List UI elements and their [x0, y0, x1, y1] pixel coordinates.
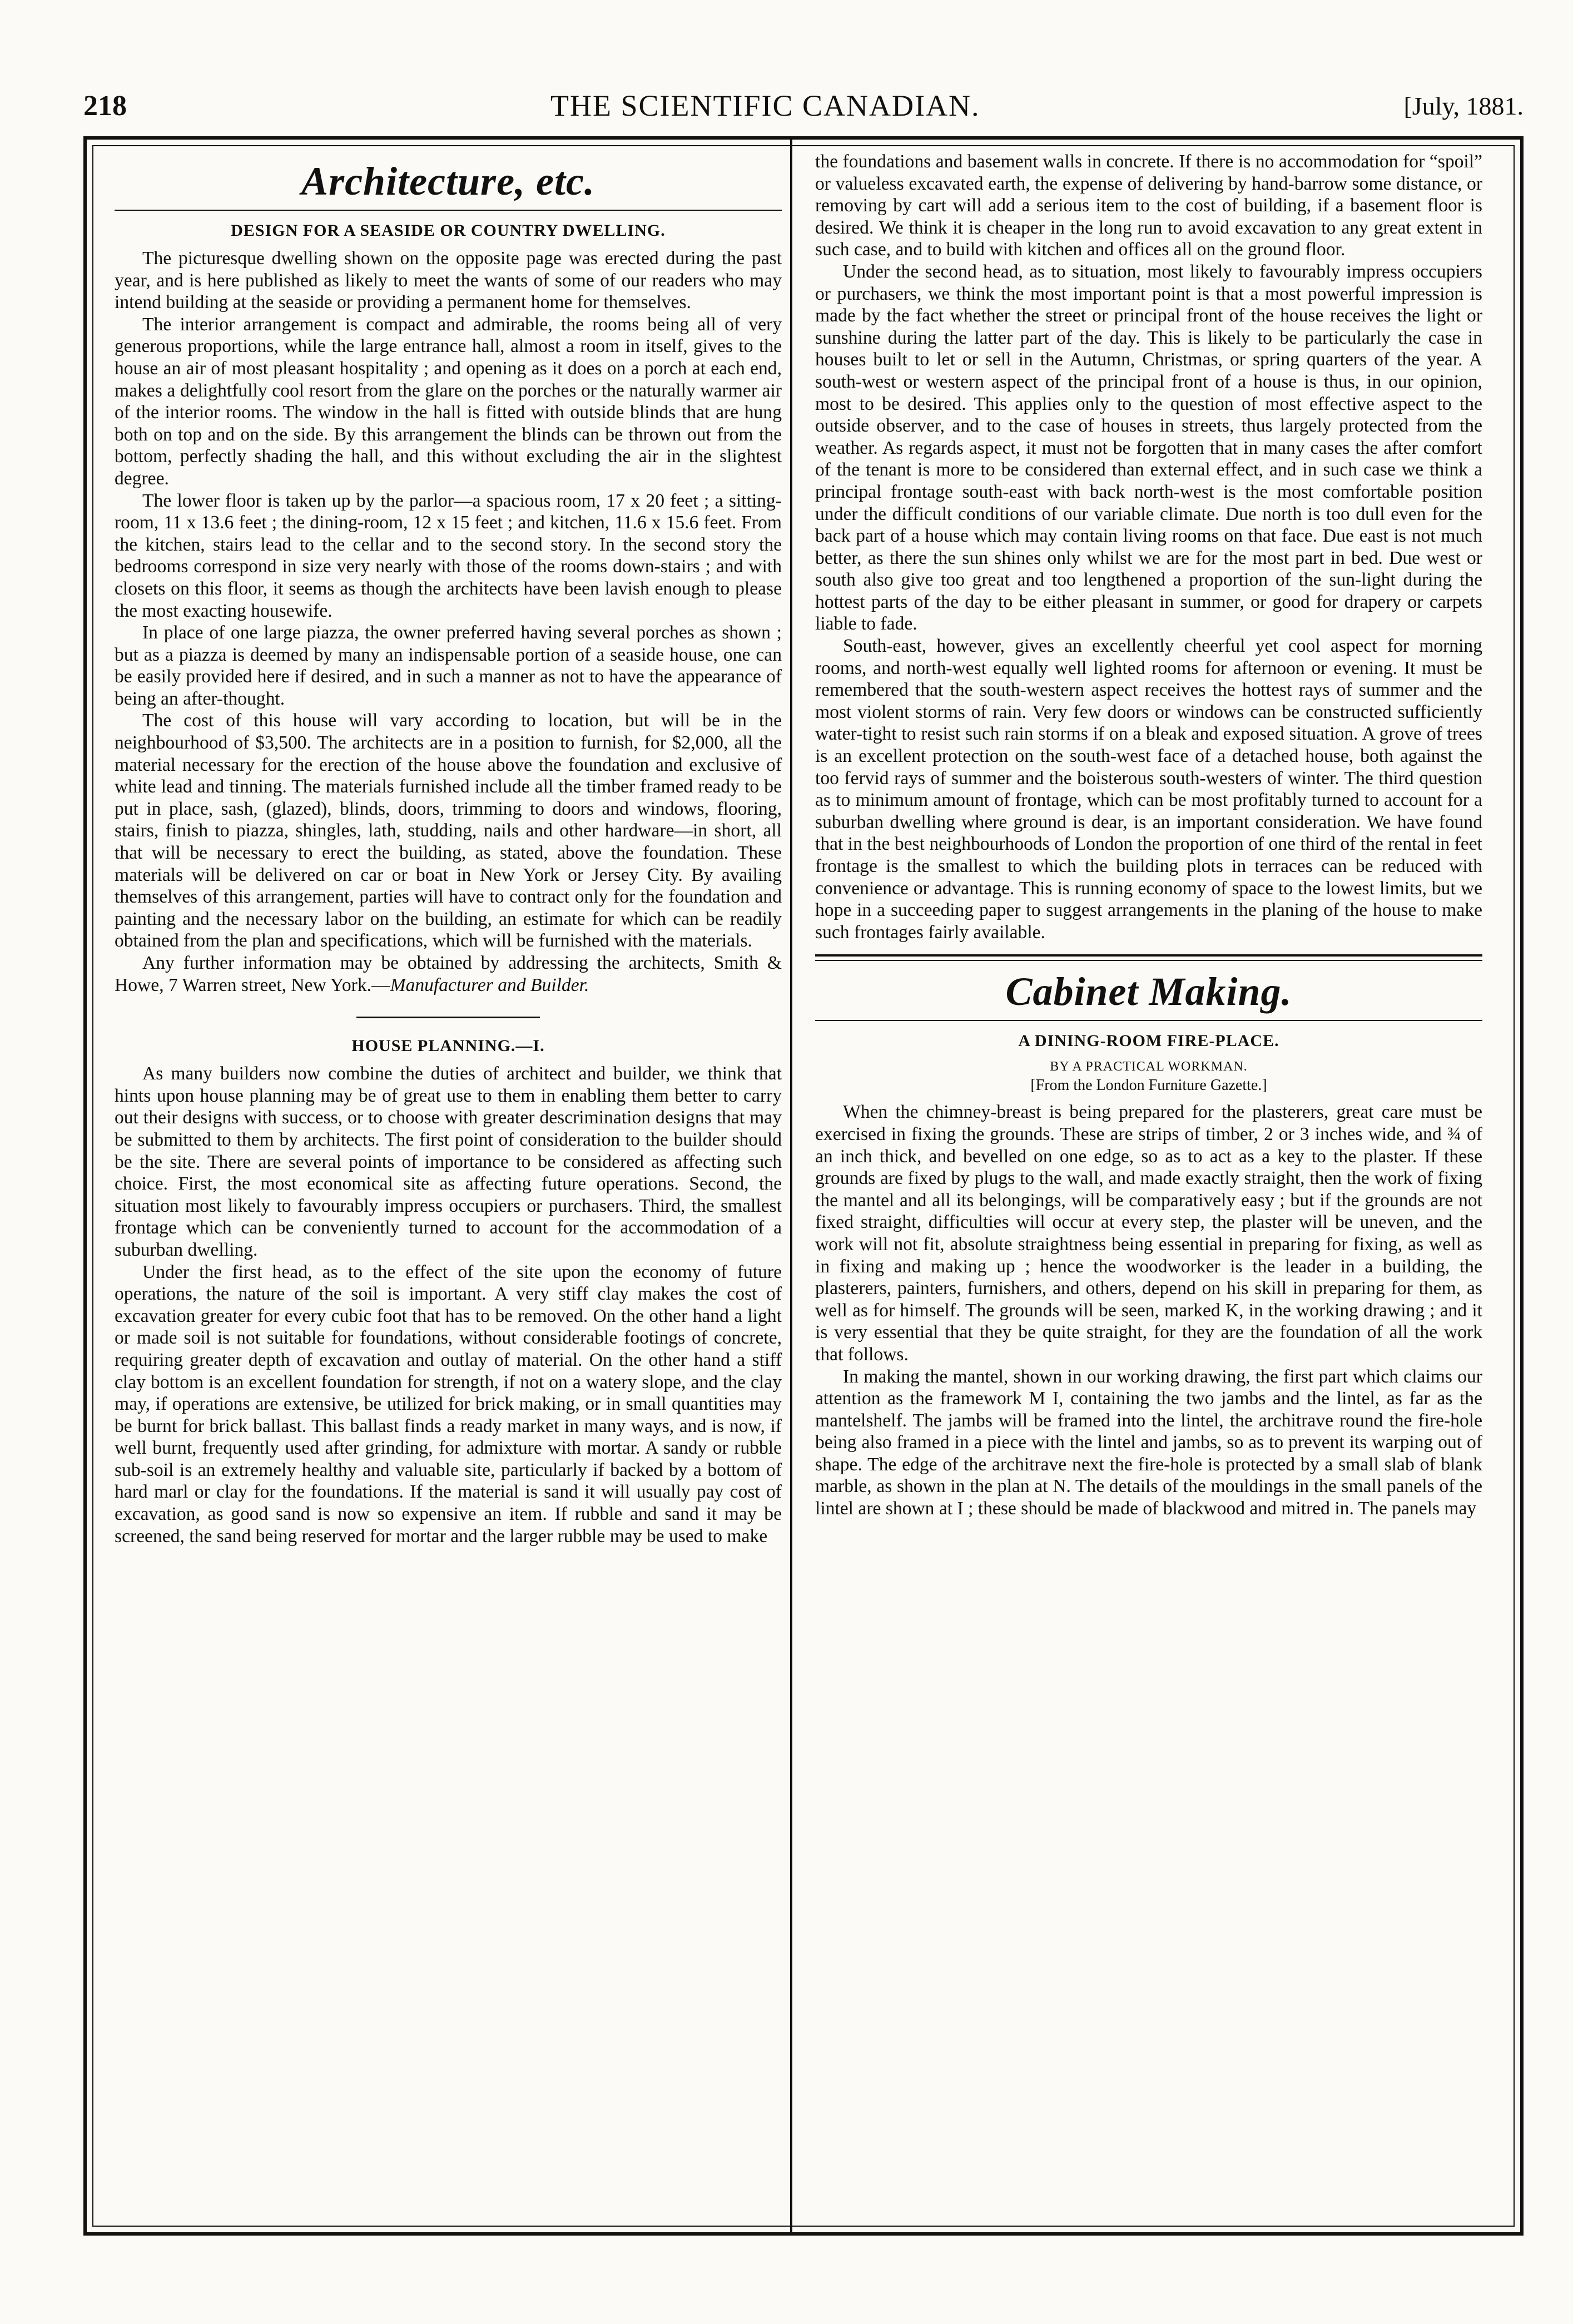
paragraph: In place of one large piazza, the owner preferred having several porches as shown ; but as a piazza is deemed by many an indispensable portion of a seaside house, one can be easily provided here if desired, and in such a manner as not to have the appearance of being an after-thought. — [115, 622, 782, 709]
section-double-rule — [815, 954, 1482, 961]
page-frame — [83, 136, 1524, 2236]
left-column — [115, 151, 782, 1547]
section-title-cabinet-making: Cabinet Making. — [1005, 969, 1292, 1014]
byline: BY A PRACTICAL WORKMAN. — [1050, 1059, 1248, 1074]
ornament-rule — [356, 1017, 540, 1018]
column-rule — [790, 140, 792, 2232]
paragraph: In making the mantel, shown in our working drawing, the first part which claims our attention as the framework M I, containing the two jambs and the lintel, as far as the mantelshelf. The jambs will be framed into the lintel, the architrave round the fire-hole being also framed in a piece with the lintel and jambs, so as to prevent its warping out of shape. The edge of the architrave next the fire-hole is protected by a small slab of blank marble, as shown in the plan at N. The details of the mouldings in the small panels of the lintel are shown at I ; these should be made of blackwood and mitred in. The panels may — [815, 1366, 1482, 1519]
paragraph: When the chimney-breast is being prepared for the plasterers, great care must be exercised in fixing the grounds. These are strips of timber, 2 or 3 inches wide, and ¾ of an inch thick, and bevelled on one edge, so as to act as a key to the plaster. If these grounds are fixed by plugs to the wall, and made exactly straight, then the work of fixing the mantel and all its belongings, will be comparatively easy ; but if the grounds are not fixed straight, difficulties will occur at every step, the plaster will be uneven, and the work will not fit, absolute straightness being essential in preparing for fixing, as well as in fixing and making up ; hence the woodworker is the leader in a building, the plasterers, painters, furnishers, and others, depend on his skill in preparing for them, as well as for himself. The grounds will be seen, marked K, in the working drawing ; and it is very essential that they be quite straight, for they are the foundation of all the work that follows. — [815, 1102, 1482, 1365]
source-note: [From the London Furniture Gazette.] — [1030, 1077, 1267, 1094]
masthead — [83, 83, 1524, 128]
paragraph: The cost of this house will vary according to location, but will be in the neighbourhood of $3,500. The architects are in a position to furnish, for $2,000, all the material necessary for the erection of the house above the foundation and exclusive of white lead and tinning. The materials furnished include all the timber framed ready to be put in place, sash, (glazed), blinds, doors, trimming to doors and windows, flooring, stairs, finish to piazza, shingles, lath, studding, nails and other hardware—in short, all that will be necessary to erect the building, as stated, above the foundation. These materials will be delivered on car or boat in New York or Jersey City. By availing themselves of this arrangement, parties will have to contract only for the foundation and painting and the necessary labor on the building, an estimate for which can be readily obtained from the plan and specifications, which will be furnished with the materials. — [115, 710, 782, 952]
page-number: 218 — [83, 90, 127, 122]
closing-source: Manufacturer and Builder. — [390, 974, 589, 995]
issue-date: [July, 1881. — [1403, 91, 1524, 120]
section-title-architecture: Architecture, etc. — [301, 159, 595, 204]
paragraph: Under the first head, as to the effect of the site upon the economy of future operations, the nature of the soil is important. A very stiff clay makes the cost of excavation greater for every cubic foot that has to be removed. On the other hand a light or made soil is not suitable for foundations, without considerable footings of concrete, requiring greater depth of excavation and outlay of material. On the other hand a stiff clay bottom is an excellent foundation for strength, if not on a watery slope, and the clay may, if operations are extensive, be utilized for brick making, or in small quantities may be burnt for brick ballast. This ballast finds a ready market in many ways, and is now, if well burnt, frequently used after grinding, for admixture with mortar. A sandy or rubble sub-soil is an extremely healthy and valuable site, particularly if backed by a bottom of hard marl or clay for the foundations. If the material is sand it will usually pay cost of excavation, as good sand is now so expensive an item. If rubble and sand it may be screened, the sand being reserved for mortar and the larger rubble may be used to make — [115, 1261, 782, 1547]
closing-text: Any further information may be obtained by addressing the architects, Smith & Howe, 7 Warren street, New York.— — [115, 953, 782, 995]
paragraph: The picturesque dwelling shown on the opposite page was erected during the past year, and is here published as likely to meet the wants of some of our readers who may intend building at the seaside or providing a permanent home for themselves. — [115, 248, 782, 313]
article-title-house-planning: HOUSE PLANNING.—I. — [351, 1037, 545, 1056]
paragraph: The interior arrangement is compact and admirable, the rooms being all of very generous proportions, while the large entrance hall, almost a room in itself, gives to the house an air of most pleasant hospitality ; and opening as it does on a porch at each end, makes a delightfully cool resort from the glare on the porches or the naturally warmer air of the interior rooms. The window in the hall is fitted with outside blinds that are hung both on top and on the side. By this arrangement the blinds can be thrown out from the bottom, perfectly shading the hall, and this without excluding the air in the slightest degree. — [115, 314, 782, 489]
section-rule — [815, 1020, 1482, 1021]
ornament-divider — [115, 1005, 782, 1022]
right-column — [815, 151, 1482, 1520]
paragraph: The lower floor is taken up by the parlor—a spacious room, 17 x 20 feet ; a sitting-room, 11 x 13.6 feet ; the dining-room, 12 x 15 feet ; and kitchen, 11.6 x 15.6 feet. From the kitchen, stairs lead to the cellar and to the second story. In the second story the bedrooms correspond in size very nearly with those of the rooms down-stairs ; and with closets on this floor, it seems as though the architects have been lavish enough to please the most exacting housewife. — [115, 490, 782, 621]
paragraph: As many builders now combine the duties of architect and builder, we think that hints upon house planning may be of great use to them in enabling them better to carry out their designs with success, or to choose with greater descrimination designs that may be submitted to them by architects. The first point of consideration to the builder should be the site. There are several points of importance to be considered as affecting such choice. First, the most economical site as affecting future operations. Second, the situation most likely to favourably impress occupiers or purchasers. Third, the smallest frontage which can be conveniently turned to account for the accommodation of a suburban dwelling. — [115, 1063, 782, 1260]
closing-paragraph — [115, 952, 782, 996]
section-rule — [115, 210, 782, 211]
journal-title: THE SCIENTIFIC CANADIAN. — [550, 89, 980, 122]
article-title-seaside-dwelling: DESIGN FOR A SEASIDE OR COUNTRY DWELLING. — [231, 221, 666, 240]
paragraph: the foundations and basement walls in concrete. If there is no accommodation for “spoil” or valueless excavated earth, the expense of delivering by hand-barrow some distance, or removing by cart will add a serious item to the cost of building, if a basement floor is desired. We think it is cheaper in the long run to avoid excavation to any great extent in such case, and to build with kitchen and offices all on the ground floor. — [815, 151, 1482, 260]
paragraph: Under the second head, as to situation, most likely to favourably impress occupiers or purchasers, we think the most important point is that a most powerful impression is made by the fact whether the street or principal front of the house receives the light or sunshine during the latter part of the day. This is likely to be particularly the case in houses built to let or sell in the Autumn, Christmas, or spring quarters of the year. A south-west or western aspect of the principal front of a house is thus, in our opinion, most to be desired. This applies only to the question of most effective aspect to the outside observer, and to the case of houses in streets, thus largely protected from the weather. As regards aspect, it must not be forgotten that in many cases the after comfort of the tenant is more to be considered than external effect, and in such case we think a principal frontage south-east with back north-west is the most comfortable position under the difficult conditions of our variable climate. Due north is too dull even for the back part of a house which may contain living rooms on that face. Due east is not much better, as there the sun shines only whilst we are for the most part in bed. Due west or south also give too great and too lengthened a proportion of the sun-light during the hottest parts of the day to be either pleasant in summer, or good for drapery or carpets liable to fade. — [815, 261, 1482, 635]
article-title-fireplace: A DINING-ROOM FIRE-PLACE. — [1018, 1032, 1279, 1050]
paragraph: South-east, however, gives an excellently cheerful yet cool aspect for morning rooms, and north-west equally well lighted rooms for afternoon or evening. It must be remembered that the south-western aspect receives the hottest rays of summer and the most violent storms of rain. Very few doors or windows can be constructed sufficiently water-tight to resist such rain storms if on a bleak and exposed situation. A grove of trees is an excellent protection on the south-west face of a detached house, both against the too fervid rays of summer and the boisterous south-westers of winter. The third question as to minimum amount of frontage, which can be most profitably turned to account for a suburban dwelling where ground is dear, is an important consideration. We have found that in the best neighbourhoods of London the proportion of one third of the rental in feet frontage is the smallest to which the building plots in terraces can be reduced with convenience or advantage. This is running economy of space to the lowest limits, but we hope in a succeeding paper to suggest arrangements in the planing of the house to make such frontages fairly available. — [815, 636, 1482, 943]
